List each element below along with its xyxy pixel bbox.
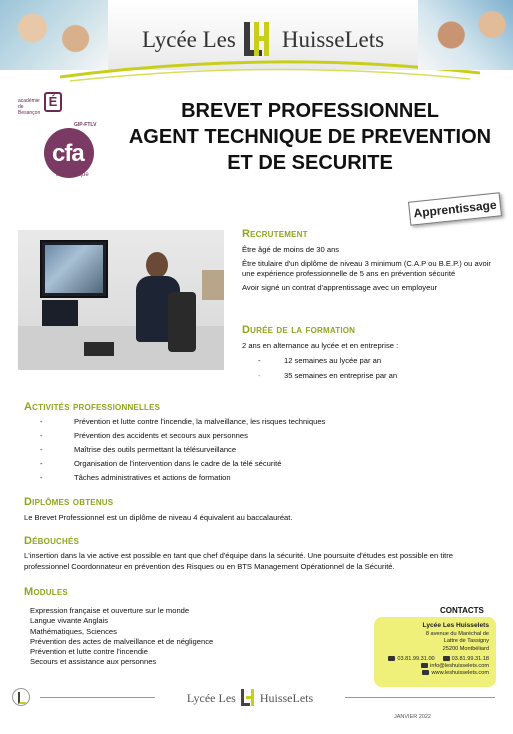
document-date: JANVIER 2022 [394,714,431,720]
duree-heading: Durée de la formation [242,324,356,336]
debouches-text: L'insertion dans la vie active est possible en tant que chef d'équipe dans la sécurité. Une poursuite d'études est possible en titre professionnel Coordonnateur en prévention des Risques ou en BTS Management Opérationnel de la Sécurité. [24,551,454,571]
keyboard [84,342,114,356]
list-item: - Prévention et lutte contre l'incendie, la malveillance, les risques techniques [40,417,326,426]
activites-list [40,417,480,487]
contact-phone: 03.81.99.31.00 [397,655,435,662]
contacts-heading: CONTACTS [440,606,484,615]
contact-box [374,617,496,687]
gip-text: GIP-FTLV [74,122,97,128]
cfa-logo [44,122,108,188]
cabinet [202,270,224,300]
footer-brand [160,688,340,708]
brand-right-text: HuisseLets [281,27,385,52]
fax-icon [443,656,450,661]
list-item: Mathématiques, Sciences [30,626,117,636]
footer-divider-right [345,697,495,698]
list-item: - Prévention des accidents et secours aux personnes [40,431,248,440]
title-line-3: ET DE SECURITE [227,152,393,174]
diplomes-text: Le Brevet Professionnel est un diplôme de niveau 4 équivalent au baccalauréat. [24,513,293,522]
list-item: Prévention et lutte contre l'incendie [30,647,148,657]
contact-phones [381,656,489,663]
footer-brand-logo-icon [240,689,256,707]
contact-address-3: 25200 Montbéliard [442,645,489,652]
list-item: - Maîtrise des outils permettant la télésurveillance [40,445,237,454]
phone-icon [388,656,395,661]
list-item: - Organisation de l'intervention dans le cadre de la télé sécurité [40,459,282,468]
title-line-2: AGENT TECHNIQUE DE PREVENTION [128,126,492,148]
header-photo-left [0,0,108,70]
recrutement-item: Être âgé de moins de 30 ans [242,245,340,254]
cfa-sub-text: académique [56,172,89,178]
duree-intro: 2 ans en alternance au lycée et en entreprise : [242,341,399,350]
brand-left-text: Lycée Les [141,27,236,52]
apprentissage-badge: Apprentissage [408,192,502,225]
footer-logo-icon [12,688,30,706]
chair [168,292,196,352]
contact-address-2: Lattre de Tassigny [443,638,489,645]
academie-letter: É [44,92,62,112]
recrutement-heading: Recrutement [242,228,308,240]
list-item: Prévention des actes de malveillance et de négligence [30,636,214,646]
header-banner [0,0,513,88]
modules-list [30,606,213,668]
cfa-text: cfa [52,140,84,167]
page-title [120,98,500,176]
academie-text: académie de Besançon [18,98,41,116]
activites-heading: Activités professionnelles [24,401,161,413]
contact-address-1: 8 avenue du Maréchal de [425,631,489,638]
email-icon [421,663,428,668]
header-brand [108,20,418,60]
partner-logos [18,90,108,190]
footer-brand-right: HuisseLets [259,690,314,705]
contact-name: Lycée Les Huisselets [422,622,489,629]
contact-email[interactable]: info@leshuisselets.com [430,663,489,670]
list-item: - Tâches administratives et actions de formation [40,473,231,482]
list-item: - 12 semaines au lycée par an [258,356,382,365]
debouches-heading: Débouchés [24,535,80,547]
recrutement-item: Être titulaire d'un diplôme de niveau 3 minimum (C.A.P ou B.E.P.) ou avoir une expérience professionnelle de 5 ans en prévention sécurité [242,258,491,278]
footer-divider-left [40,697,155,698]
globe-icon [422,670,429,675]
list-item: Secours et assistance aux personnes [30,657,157,667]
contact-website[interactable]: www.leshuisselets.com [431,670,489,677]
header-photo-right [418,0,513,70]
title-line-1: BREVET PROFESSIONNEL [181,100,439,122]
recrutement-list [242,245,492,296]
footer-brand-left: Lycée Les [186,690,236,705]
brand-logo-icon [242,22,276,58]
diplomes-heading: Diplômes obtenus [24,496,114,508]
list-item: - 35 semaines en entreprise par an [258,370,398,380]
list-item: Langue vivante Anglais [30,616,109,626]
contact-fax: 03.81.99.31.18 [451,655,489,662]
list-item: Expression française et ouverture sur le monde [30,606,190,615]
recrutement-item: Avoir signé un contrat d'apprentissage avec un employeur [242,282,438,292]
training-photo [18,230,224,370]
duree-list [258,356,478,385]
modules-heading: Modules [24,586,68,598]
monitor-screen [40,240,108,298]
